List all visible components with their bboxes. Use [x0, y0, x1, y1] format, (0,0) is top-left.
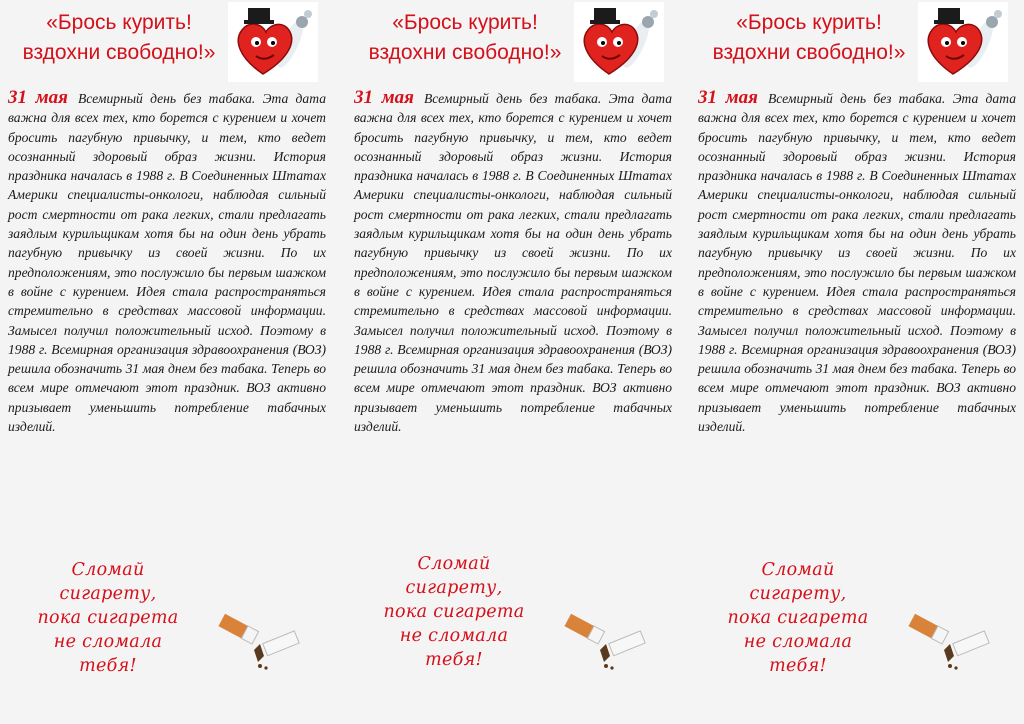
- title-line-2: вздохни свободно!»: [712, 41, 906, 64]
- slogan-line: Сломай: [761, 560, 835, 580]
- slogan-line: сигарету,: [59, 584, 157, 604]
- body-text: Всемирный день без табака. Эта дата важна для всех тех, кто борется с курением и хочет бросить пагубную привычку, и тем, кто ведет осознанный здоровый образ жизни. История праздника началась в 1988 г. В Соединенных Штатах Америки специалисты-онкологи, наблюдая сильный рост смертности от рака легких, стали предлагать заядлым курильщикам хотя бы на один день убрать пагубную привычку из своей жизни. По их предположениям, это послужило бы первым шажком в войне с курением. Идея стала распространяться стремительно в средствах массовой информации. Замысел получил положительный исход. Поэтому в 1988 г. Всемирная организация здравоохранения (ВОЗ) решила обозначить 31 мая днем без табака. Теперь во всем мире отмечают этот праздник. ВОЗ активно призывает уменьшить потребление табачных изделий.: [698, 91, 1017, 435]
- slogan-line: пока сигарета: [37, 608, 179, 628]
- heart-mascot-icon: [228, 2, 318, 82]
- panel-body: [354, 88, 672, 436]
- date-label: 31 мая: [8, 87, 68, 108]
- title-line-2: вздохни свободно!»: [368, 41, 562, 64]
- slogan-line: пока сигарета: [727, 608, 869, 628]
- broken-cigarette-icon: [906, 604, 992, 674]
- panel-body: [698, 88, 1016, 436]
- broken-cigarette-icon: [216, 604, 302, 674]
- slogan-line: сигарету,: [405, 578, 503, 598]
- slogan-line: Сломай: [71, 560, 145, 580]
- slogan: [350, 552, 558, 672]
- slogan-line: не сломала: [53, 632, 163, 652]
- slogan: [694, 558, 902, 678]
- panel-title: [14, 8, 224, 68]
- slogan-line: пока сигарета: [383, 602, 525, 622]
- panel-body: [8, 88, 326, 436]
- slogan-line: тебя!: [79, 656, 137, 676]
- body-text: Всемирный день без табака. Эта дата важна для всех тех, кто борется с курением и хочет бросить пагубную привычку, и тем, кто ведет осознанный здоровый образ жизни. История праздника началась в 1988 г. В Соединенных Штатах Америки специалисты-онкологи, наблюдая сильный рост смертности от рака легких, стали предлагать заядлым курильщикам хотя бы на один день убрать пагубную привычку из своей жизни. По их предположениям, это послужило бы первым шажком в войне с курением. Идея стала распространяться стремительно в средствах массовой информации. Замысел получил положительный исход. Поэтому в 1988 г. Всемирная организация здравоохранения (ВОЗ) решила обозначить 31 мая днем без табака. Теперь во всем мире отмечают этот праздник. ВОЗ активно призывает уменьшить потребление табачных изделий.: [8, 91, 327, 435]
- slogan-line: не сломала: [743, 632, 853, 652]
- body-text: Всемирный день без табака. Эта дата важна для всех тех, кто борется с курением и хочет бросить пагубную привычку, и тем, кто ведет осознанный здоровый образ жизни. История праздника началась в 1988 г. В Соединенных Штатах Америки специалисты-онкологи, наблюдая сильный рост смертности от рака легких, стали предлагать заядлым курильщикам хотя бы на один день убрать пагубную привычку из своей жизни. По их предположениям, это послужило бы первым шажком в войне с курением. Идея стала распространяться стремительно в средствах массовой информации. Замысел получил положительный исход. Поэтому в 1988 г. Всемирная организация здравоохранения (ВОЗ) решила обозначить 31 мая днем без табака. Теперь во всем мире отмечают этот праздник. ВОЗ активно призывает уменьшить потребление табачных изделий.: [354, 91, 673, 435]
- heart-mascot-icon: [918, 2, 1008, 82]
- title-line-1: «Брось курить!: [46, 11, 192, 34]
- heart-mascot-icon: [574, 2, 664, 82]
- date-label: 31 мая: [698, 87, 758, 108]
- slogan-line: тебя!: [425, 650, 483, 670]
- broken-cigarette-icon: [562, 604, 648, 674]
- panel-1: [4, 0, 334, 724]
- panel-2: [350, 0, 680, 724]
- panel-title: [704, 8, 914, 68]
- slogan-line: сигарету,: [749, 584, 847, 604]
- panel-title: [360, 8, 570, 68]
- title-line-2: вздохни свободно!»: [22, 41, 216, 64]
- title-line-1: «Брось курить!: [736, 11, 882, 34]
- date-label: 31 мая: [354, 87, 414, 108]
- title-line-1: «Брось курить!: [392, 11, 538, 34]
- panel-3: [694, 0, 1024, 724]
- slogan-line: не сломала: [399, 626, 509, 646]
- slogan-line: Сломай: [417, 554, 491, 574]
- slogan-line: тебя!: [769, 656, 827, 676]
- slogan: [4, 558, 212, 678]
